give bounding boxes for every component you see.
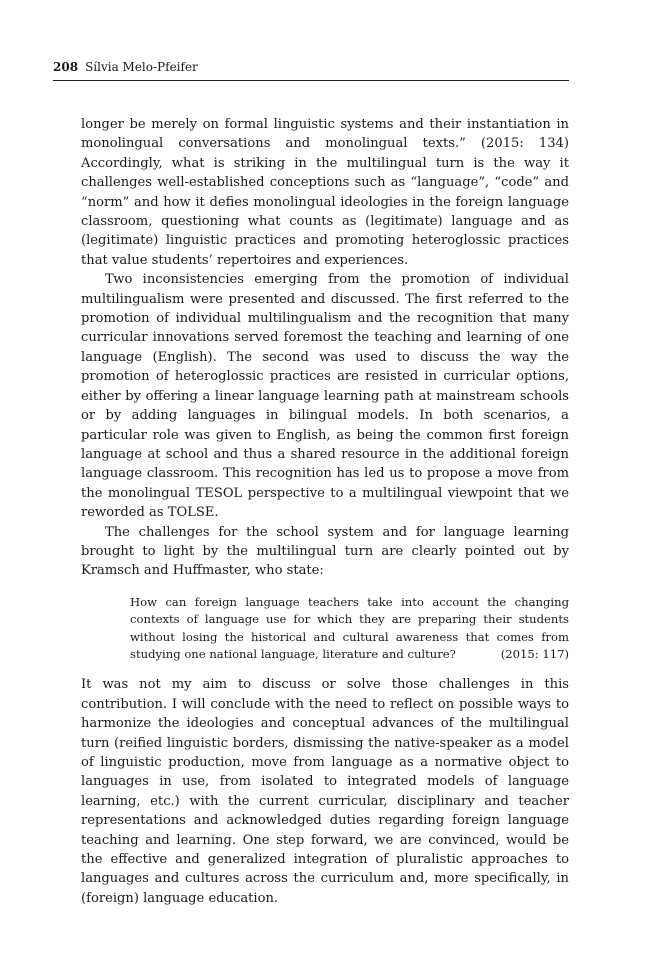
paragraph-2: Two inconsistencies emerging from the promotion of individual multilingualism were presented and discussed. The first referred to the promotion of individual multilingualism and the recognition that many curricular innovations served foremost the teaching and learning of one language (English). The second was used to discuss the way the promotion of heteroglossic practices are resisted in curricular options, either by offering a linear language learning path at mainstream schools or by adding languages in bilingual models. In both scenarios, a particular role was given to English, as being the common first foreign language at school and thus a shared resource in the additional foreign language classroom. This recognition has led us to propose a move from the monolingual TESOL perspective to a multilingual viewpoint that we reworded as TOLSE. bbox=[81, 272, 569, 521]
paragraph-4: It was not my aim to discuss or solve those challenges in this contribution. I will conclude with the need to reflect on possible ways to harmonize the ideologies and conceptual advances of the multilingual turn (reified linguistic borders, dismissing the native-speaker as a model of linguistic production, move from language as a normative object to languages in use, from isolated to integrated models of language learning, etc.) with the current curricular, disciplinary and teacher representations and acknowledged duties regarding foreign language teaching and learning. One step forward, we are convinced, would be the effective and generalized integration of pluralistic approaches to languages and cultures across the curriculum and, more specifically, in (foreign) language education. bbox=[81, 677, 569, 906]
block-quote bbox=[130, 594, 569, 664]
page-number: 208 bbox=[53, 60, 79, 74]
block-quote-text: How can foreign language teachers take into account the changing contexts of language use for which they are preparing their students without losing the historical and cultural awareness that comes from studying one national language, literature and culture? bbox=[130, 594, 569, 661]
paragraph-3: The challenges for the school system and for language learning brought to light by the multilingual turn are clearly pointed out by Kramsch and Huffmaster, who state: bbox=[81, 524, 569, 579]
running-header-author: Sílvia Melo-Pfeifer bbox=[85, 60, 198, 74]
paragraph-1: longer be merely on formal linguistic systems and their instantiation in monolingual conversations and monolingual texts.” (2015: 134) Accordingly, what is striking in the multilingual turn is the way it challenges well-established conceptions such as “language”, “code” and “norm” and how it defies monolingual ideologies in the foreign language classroom, questioning what counts as (legitimate) language and as (legitimate) linguistic practices and promoting heteroglossic practices that value students’ repertoires and experiences. bbox=[81, 117, 569, 268]
main-text bbox=[81, 115, 569, 908]
block-quote-citation: (2015: 117) bbox=[500, 646, 569, 661]
running-header bbox=[53, 58, 569, 81]
